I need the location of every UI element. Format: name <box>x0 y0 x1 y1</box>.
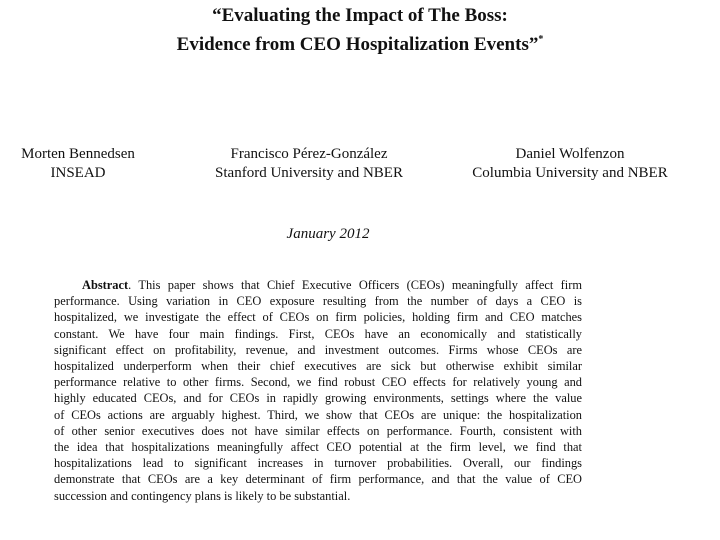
abstract-line: highly educated CEOs, and for CEOs in rapidly growing environments, settings where the value <box>54 391 582 406</box>
title-footnote-marker: * <box>538 34 544 45</box>
abstract-line: hospitalized, we investigate the effect of CEOs on firm policies, holding firm and CEO matches <box>54 310 582 325</box>
title-line-2 <box>0 28 720 57</box>
abstract-line: hospitalizations lead to significant increases in turnover probabilities. Overall, our findings <box>54 456 582 471</box>
paper-title <box>0 4 720 57</box>
publication-date: January 2012 <box>286 226 370 242</box>
author-affiliation: Columbia University and NBER <box>472 165 668 181</box>
author-block <box>198 145 420 183</box>
abstract-line: of other senior executives does not have similar effects on performance. Fourth, consistent with <box>54 423 582 438</box>
author-name: Daniel Wolfenzon <box>515 146 625 162</box>
author-name: Francisco Pérez-González <box>230 146 388 162</box>
abstract-line-text: . This paper shows that Chief Executive Officers (CEOs) meaningfully affect firm <box>128 278 582 292</box>
abstract-line: performance relative to other firms. Second, we find robust CEO effects for relatively young and <box>54 375 582 390</box>
abstract-line: constant. We have four main findings. First, CEOs have an economically and statistically <box>54 326 582 341</box>
abstract-line: hospitalized underperform when their chief executives are sick but otherwise exhibit similar <box>54 359 582 374</box>
abstract-line: demonstrate that CEOs are a key determinant of firm performance, and that the value of CEO <box>54 472 582 487</box>
abstract <box>54 277 582 504</box>
abstract-line <box>54 277 582 293</box>
abstract-line: succession and contingency plans is likely to be substantial. <box>54 488 351 503</box>
title-line-2-text: Evidence from CEO Hospitalization Events” <box>176 34 539 55</box>
abstract-label: Abstract <box>82 278 129 292</box>
author-affiliation: Stanford University and NBER <box>215 165 403 181</box>
abstract-line: of CEOs actions are arguably highest. Third, we show that CEOs are unique: the hospitalization <box>54 407 582 422</box>
author-name: Morten Bennedsen <box>21 146 135 162</box>
abstract-line: performance. Using variation in CEO exposure resulting from the number of days a CEO is <box>54 294 582 309</box>
abstract-line: the idea that hospitalizations meaningfully affect CEO potential at the firm level, we find that <box>54 440 582 455</box>
author-block <box>4 145 152 183</box>
author-affiliation: INSEAD <box>50 165 106 181</box>
author-block <box>458 145 682 183</box>
title-line-1: “Evaluating the Impact of The Boss: <box>212 5 508 26</box>
abstract-line: significant effect on profitability, revenue, and investment outcomes. Firms whose CEOs are <box>54 342 582 357</box>
